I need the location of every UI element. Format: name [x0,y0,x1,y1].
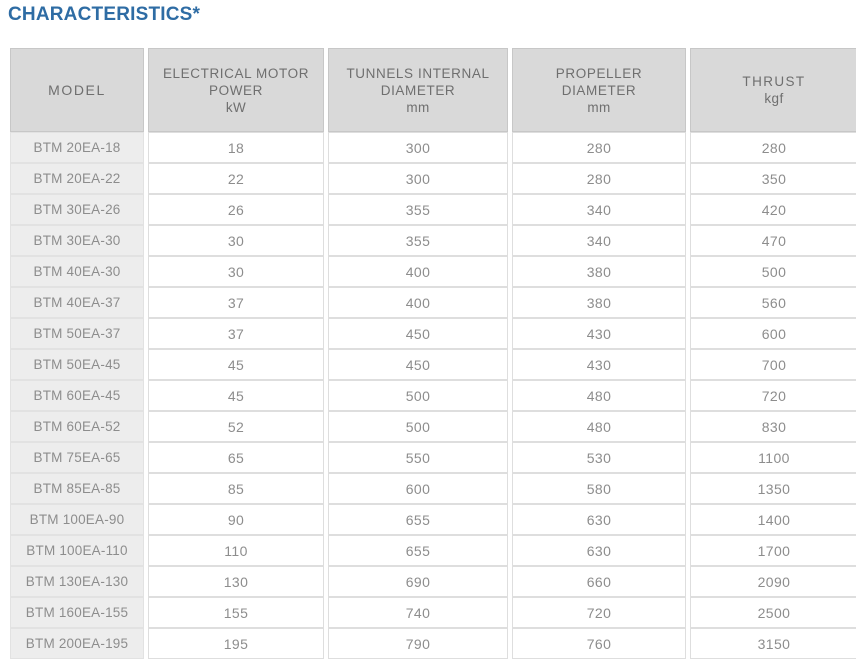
cell-model: BTM 100EA-110 [10,535,144,566]
page-title: CHARACTERISTICS* [8,4,201,25]
column-header-tunnel-diameter-unit: mm [406,99,430,115]
cell-model: BTM 85EA-85 [10,473,144,504]
cell-thrust: 470 [690,225,856,256]
cell-model: BTM 160EA-155 [10,597,144,628]
cell-propeller: 630 [512,535,686,566]
cell-tunnel: 500 [328,380,508,411]
cell-model: BTM 50EA-45 [10,349,144,380]
cell-thrust: 2090 [690,566,856,597]
cell-thrust: 350 [690,163,856,194]
cell-thrust: 700 [690,349,856,380]
cell-propeller: 660 [512,566,686,597]
cell-model: BTM 200EA-195 [10,628,144,659]
cell-propeller: 530 [512,442,686,473]
column-header-propeller-diameter [512,48,686,132]
column-header-thrust [690,48,856,132]
column-header-tunnel-diameter [328,48,508,132]
column-header-motor-power-unit: kW [225,99,247,115]
cell-model: BTM 30EA-30 [10,225,144,256]
cell-propeller: 430 [512,318,686,349]
column-header-model [10,48,144,132]
cell-power: 37 [148,318,324,349]
cell-propeller: 630 [512,504,686,535]
cell-model: BTM 50EA-37 [10,318,144,349]
cell-thrust: 1100 [690,442,856,473]
cell-power: 26 [148,194,324,225]
table-row [10,535,856,566]
cell-power: 30 [148,225,324,256]
table-row [10,628,856,659]
cell-power: 45 [148,380,324,411]
table-row [10,194,856,225]
table-row [10,349,856,380]
cell-propeller: 720 [512,597,686,628]
column-header-motor-power [148,48,324,132]
cell-model: BTM 60EA-45 [10,380,144,411]
cell-power: 90 [148,504,324,535]
cell-tunnel: 550 [328,442,508,473]
cell-model: BTM 60EA-52 [10,411,144,442]
table-row [10,597,856,628]
table-row [10,566,856,597]
cell-propeller: 430 [512,349,686,380]
cell-model: BTM 40EA-37 [10,287,144,318]
column-header-propeller-diameter-unit: mm [587,99,611,115]
cell-power: 110 [148,535,324,566]
table-row [10,132,856,163]
cell-thrust: 1350 [690,473,856,504]
characteristics-table [6,48,856,659]
cell-thrust: 3150 [690,628,856,659]
column-header-model-label: MODEL [48,81,106,98]
cell-tunnel: 500 [328,411,508,442]
column-header-propeller-diameter-label: PROPELLER DIAMETER [555,65,643,98]
cell-tunnel: 655 [328,535,508,566]
cell-model: BTM 20EA-18 [10,132,144,163]
column-header-thrust-label: THRUST [742,74,806,89]
cell-thrust: 280 [690,132,856,163]
cell-model: BTM 40EA-30 [10,256,144,287]
cell-thrust: 830 [690,411,856,442]
cell-propeller: 280 [512,132,686,163]
cell-propeller: 580 [512,473,686,504]
cell-tunnel: 400 [328,287,508,318]
cell-tunnel: 400 [328,256,508,287]
cell-power: 195 [148,628,324,659]
table-row [10,442,856,473]
cell-thrust: 720 [690,380,856,411]
cell-propeller: 340 [512,194,686,225]
cell-tunnel: 355 [328,194,508,225]
cell-thrust: 2500 [690,597,856,628]
cell-thrust: 1400 [690,504,856,535]
cell-power: 37 [148,287,324,318]
cell-model: BTM 100EA-90 [10,504,144,535]
cell-thrust: 500 [690,256,856,287]
cell-thrust: 420 [690,194,856,225]
cell-model: BTM 75EA-65 [10,442,144,473]
cell-power: 52 [148,411,324,442]
cell-thrust: 600 [690,318,856,349]
table-row [10,411,856,442]
cell-thrust: 560 [690,287,856,318]
cell-power: 18 [148,132,324,163]
column-header-thrust-unit: kgf [764,91,784,106]
cell-tunnel: 300 [328,163,508,194]
table-header-row [10,48,856,132]
cell-propeller: 480 [512,380,686,411]
column-header-motor-power-label: ELECTRICAL MOTOR POWER [162,65,310,98]
table-row [10,473,856,504]
cell-propeller: 480 [512,411,686,442]
cell-power: 130 [148,566,324,597]
table-row [10,256,856,287]
cell-model: BTM 30EA-26 [10,194,144,225]
cell-thrust: 1700 [690,535,856,566]
table-row [10,318,856,349]
cell-tunnel: 300 [328,132,508,163]
cell-tunnel: 790 [328,628,508,659]
cell-power: 22 [148,163,324,194]
cell-power: 65 [148,442,324,473]
cell-tunnel: 450 [328,349,508,380]
table-body [10,132,856,659]
cell-tunnel: 600 [328,473,508,504]
cell-propeller: 760 [512,628,686,659]
cell-power: 30 [148,256,324,287]
cell-power: 155 [148,597,324,628]
table-row [10,225,856,256]
table-row [10,504,856,535]
cell-tunnel: 450 [328,318,508,349]
cell-propeller: 340 [512,225,686,256]
column-header-tunnel-diameter-label: TUNNELS INTERNAL DIAMETER [346,65,490,98]
cell-tunnel: 740 [328,597,508,628]
cell-power: 85 [148,473,324,504]
cell-model: BTM 20EA-22 [10,163,144,194]
table-row [10,287,856,318]
cell-tunnel: 690 [328,566,508,597]
cell-tunnel: 655 [328,504,508,535]
table-row [10,163,856,194]
cell-power: 45 [148,349,324,380]
cell-model: BTM 130EA-130 [10,566,144,597]
cell-tunnel: 355 [328,225,508,256]
cell-propeller: 280 [512,163,686,194]
table-row [10,380,856,411]
table-header [10,48,856,132]
cell-propeller: 380 [512,256,686,287]
cell-propeller: 380 [512,287,686,318]
